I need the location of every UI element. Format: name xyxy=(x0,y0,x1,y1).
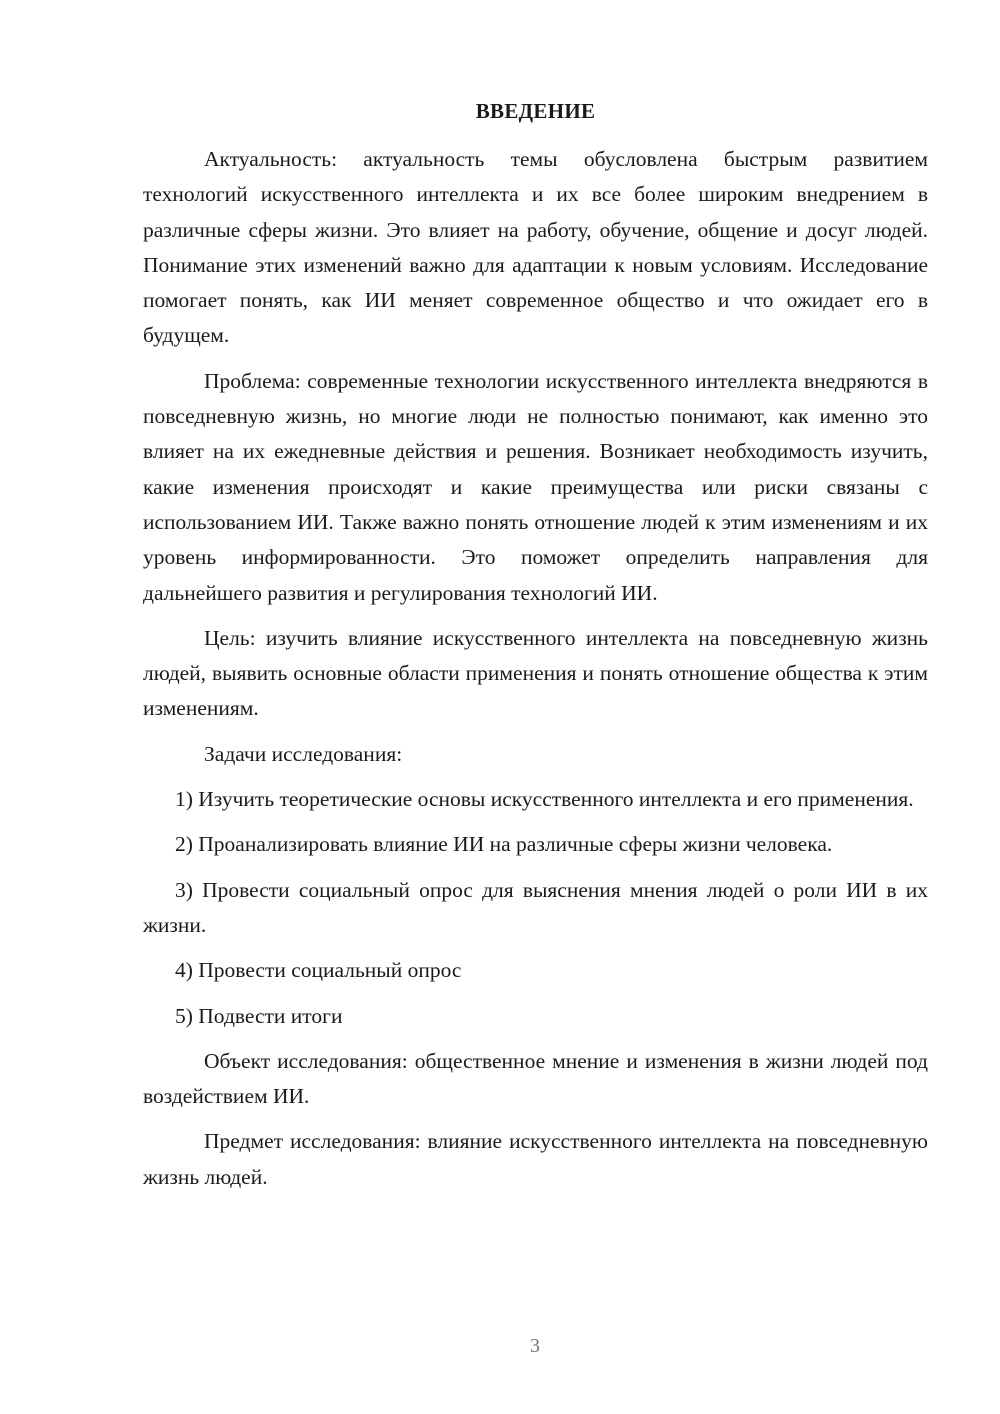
task-item-1: 1) Изучить теоретические основы искусственного интеллекта и его применения. xyxy=(175,787,914,812)
paragraph-subject: Предмет исследования: влияние искусственного интеллекта на повседневную жизнь людей. xyxy=(143,1129,928,1189)
paragraph-problem: Проблема: современные технологии искусственного интеллекта внедряются в повседневную жизнь, но многие люди не полностью понимают, как именно это влияет на их ежедневные действия и решения. Возникает необходимость изучить, какие изменения происходят и какие преимущества или риски связаны с использованием ИИ. Также важно понять отношение людей к этим изменениям и их уровень информированности. Это поможет определить направления для дальнейшего развития и регулирования технологий ИИ. xyxy=(143,368,928,605)
paragraph-tasks-heading: Задачи исследования: xyxy=(204,741,403,766)
task-item-4: 4) Провести социальный опрос xyxy=(175,958,462,983)
paragraph-object: Объект исследования: общественное мнение и изменения в жизни людей под воздействием ИИ. xyxy=(143,1048,928,1109)
page-number: 3 xyxy=(530,1335,540,1357)
page-title: ВВЕДЕНИЕ xyxy=(475,99,596,123)
document-body xyxy=(143,142,928,1195)
task-item-2: 2) Проанализировать влияние ИИ на различные сферы жизни человека. xyxy=(175,832,833,857)
task-item-5: 5) Подвести итоги xyxy=(175,1003,343,1028)
task-item-3: 3) Провести социальный опрос для выяснения мнения людей о роли ИИ в их жизни. xyxy=(143,877,928,937)
paragraph-relevance: Актуальность: актуальность темы обусловлена быстрым развитием технологий искусственного интеллекта и их все более широким внедрением в различные сферы жизни. Это влияет на работу, обучение, общение и досуг людей. Понимание этих изменений важно для адаптации к новым условиям. Исследование помогает понять, как ИИ меняет современное общество и что ожидает его в будущем. xyxy=(143,147,928,348)
paragraph-goal: Цель: изучить влияние искусственного интеллекта на повседневную жизнь людей, выявить основные области применения и понять отношение общества к этим изменениям. xyxy=(143,625,928,721)
